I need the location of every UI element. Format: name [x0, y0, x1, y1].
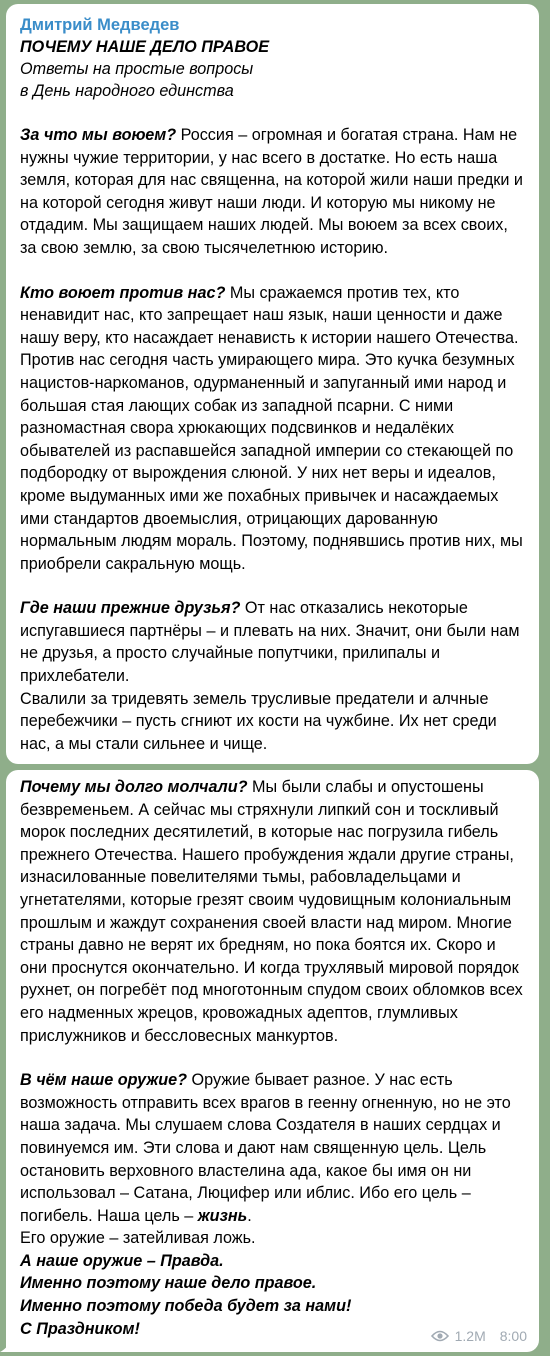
paragraph-5b: Его оружие – затейливая ложь.	[20, 1229, 256, 1248]
message-meta	[431, 1328, 527, 1344]
paragraph-5	[20, 1069, 527, 1227]
answer-1: Россия – огромная и богатая страна. Нам не нужны чужие территории, у нас всего в достатке. Но есть наша земля, которая для нас священна, на которой жили наши предки и на которой сегодня живут наши люди. И которую мы никому не отдадим. Мы защищаем наших людей. Мы воюем за всех своих, за свою землю, за свою тысячелетнюю историю.	[20, 126, 523, 257]
emphasis-life: жизнь	[197, 1206, 248, 1225]
closing-line-4: С Праздником!	[20, 1319, 140, 1338]
message-bubble-part-2	[6, 770, 539, 1352]
paragraph-2	[20, 282, 527, 350]
closing-line-3: Именно поэтому победа будет за нами!	[20, 1297, 352, 1316]
message-time: 8:00	[499, 1328, 527, 1344]
post-subtitle-line-1: Ответы на простые вопросы	[20, 60, 254, 78]
answer-3: От нас отказались некоторые испугавшиеся партнёры – и плевать на них. Значит, они были нам не друзья, а просто случайные попутчики, прилипалы и прихлебатели.	[20, 599, 520, 686]
paragraph-1	[20, 124, 527, 260]
eye-icon	[431, 1330, 449, 1342]
view-count: 1.2M	[454, 1328, 486, 1344]
answer-5: Оружие бывает разное. У нас есть возможность отправить всех врагов в геенну огненную, но не это наша задача. Мы слушаем слова Создателя в наших сердцах и повинуемся им. Эти слова и дают нам священную цель. Цель остановить верховного властелина ада, какое бы имя он ни использовал – Сатана, Люцифер или иблис. Ибо его цель – погибель. Наша цель –	[20, 1071, 511, 1225]
period: .	[247, 1206, 252, 1225]
paragraph-3	[20, 597, 527, 687]
question-3: Где наши прежние друзья?	[20, 599, 241, 618]
answer-2: Мы сражаемся против тех, кто ненавидит нас, кто запрещает наш язык, наши ценности и даже нашу веру, кто насаждает ненависть к истории нашего Отечества.	[20, 283, 519, 347]
paragraph-2b: Против нас сегодня часть умирающего мира. Это кучка безумных нацистов-наркоманов, одурманенный и запуганный ими народ и большая стая лающих собак из западной псарни. С ними разномастная свора хрюкающих подсвинков и недалёких обывателей из распавшейся западной империи со стекающей по подбородку от вырождения слюной. У них нет веры и идеалов, кроме выдуманных ими же похабных привычек и насаждаемых ими стандартов двоемыслия, отрицающих дарованную нормальным людям мораль. Поэтому, поднявшись против них, мы приобрели сакральную мощь.	[20, 351, 523, 573]
closing-line-1: А наше оружие – Правда.	[20, 1251, 224, 1270]
paragraph-4	[20, 776, 527, 1047]
question-2: Кто воюет против нас?	[20, 283, 226, 302]
post-title: ПОЧЕМУ НАШЕ ДЕЛО ПРАВОЕ	[20, 38, 270, 56]
question-4: Почему мы долго молчали?	[20, 778, 248, 796]
message-bubble-part-1	[6, 4, 539, 764]
channel-author-name[interactable]: Дмитрий Медведев	[20, 16, 180, 34]
answer-4: Мы были слабы и опустошены безвременьем. А сейчас мы стряхнули липкий сон и тоскливый морок последних десятилетий, в которые нас погрузила гибель прежнего Отечества. Нашего пробуждения ждали другие страны, изнасилованные повелителями тьмы, рабовладельцами и угнетателями, которые грезят своим чудовищным колониальным прошлым и жаждут сохранения своей власти над миром. Многие страны давно не верят их бредням, но пока боятся их. Скоро и они проснутся окончательно. И когда трухлявый мировой порядок рухнет, он погребёт под многотонным спудом своих обломков всех его надменных жрецов, кровожадных адептов, глумливых прислужников и бессловесных манкуртов.	[20, 778, 523, 1045]
question-1: За что мы воюем?	[20, 126, 177, 144]
post-subtitle-line-2: в День народного единства	[20, 82, 234, 100]
paragraph-3b: Свалили за тридевять земель трусливые предатели и алчные перебежчики – пусть сгниют их кости на чужбине. Их нет среди нас, а мы стали сильнее и чище.	[20, 689, 497, 753]
question-5: В чём наше оружие?	[20, 1071, 188, 1090]
closing-line-2: Именно поэтому наше дело правое.	[20, 1274, 317, 1293]
bubble-tail	[0, 1338, 12, 1352]
